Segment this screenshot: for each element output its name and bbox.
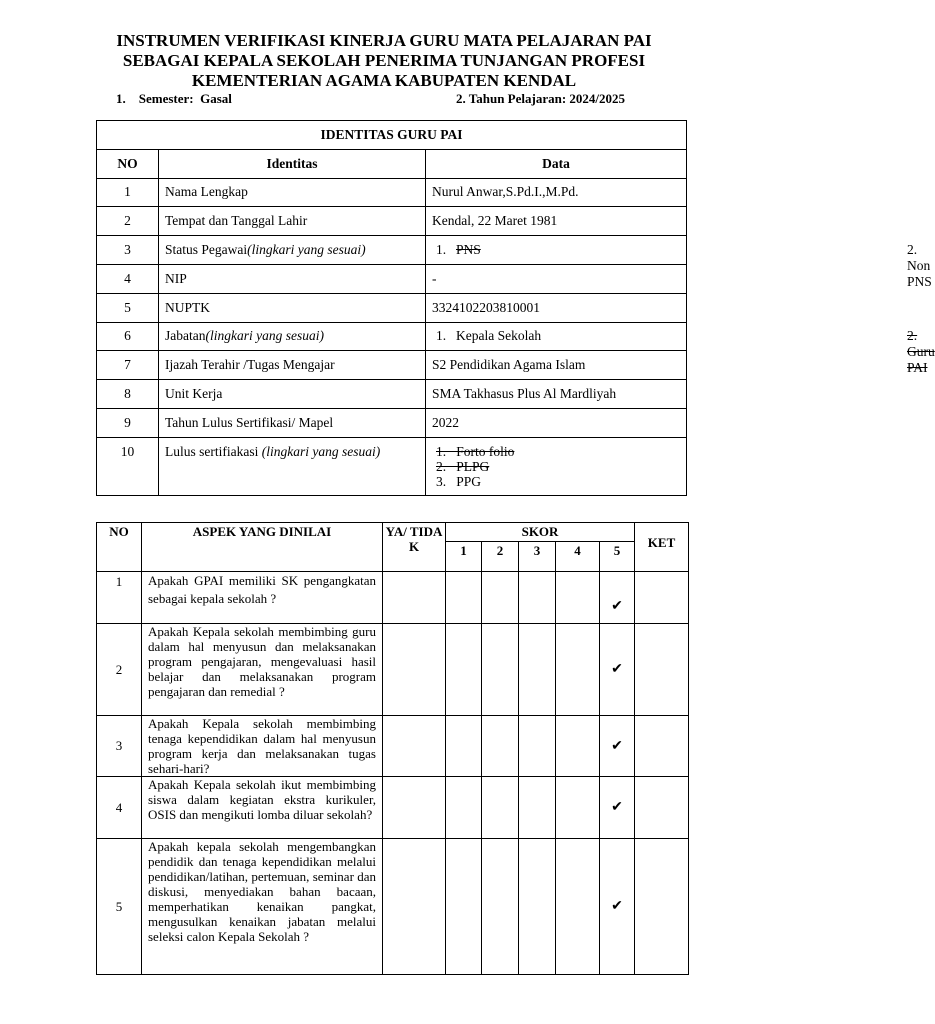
identitas-data-value: 3324102203810001 (432, 299, 540, 315)
identitas-row-no: 10 (97, 437, 159, 495)
aspek-question: Apakah Kepala sekolah membimbing guru dalam hal menyusun dan melaksanakan program pengajaran, mengevaluasi hasil belajar dan melaksanakan program pengajaran dan remedial ? (142, 624, 383, 716)
identitas-row-label (159, 351, 426, 380)
identitas-row (97, 178, 687, 207)
identitas-label-note: (lingkari yang sesuai) (205, 328, 324, 344)
identitas-row-data (426, 236, 932, 290)
check-mark-icon: ✔ (611, 599, 623, 614)
option-1-text: PNS (456, 242, 481, 258)
aspek-col-ya: YA/ TIDA K (383, 523, 446, 572)
skor-cell[interactable] (519, 839, 556, 975)
skor-col-header: 3 (519, 542, 556, 572)
aspek-row (97, 839, 689, 975)
ket-cell[interactable] (635, 572, 689, 624)
skor-cell[interactable] (519, 716, 556, 777)
identitas-label-text: Lulus sertifiakasi (165, 443, 262, 459)
skor-col-header: 5 (600, 542, 635, 572)
identitas-label-text: Status Pegawai (165, 242, 248, 258)
ya-tidak-cell[interactable] (383, 839, 446, 975)
skor-cell[interactable] (446, 777, 482, 839)
sertifikasi-option: 2. PLPG (436, 458, 490, 474)
skor-cell[interactable] (600, 716, 635, 777)
skor-cell[interactable] (446, 572, 482, 624)
skor-col-header: 1 (446, 542, 482, 572)
aspek-header-row-1 (97, 523, 689, 542)
aspek-row-no: 4 (97, 777, 142, 839)
option-2-text: 2. Non PNS (907, 242, 932, 290)
identitas-label-text: Nama Lengkap (165, 184, 248, 200)
check-mark-icon: ✔ (611, 899, 623, 914)
identitas-row-no: 9 (97, 408, 159, 437)
identitas-row-no: 3 (97, 236, 159, 265)
identitas-row-label (159, 207, 426, 236)
sertifikasi-option: 3. PPG (436, 473, 482, 489)
ya-tidak-cell[interactable] (383, 777, 446, 839)
identitas-data-value: - (432, 270, 437, 286)
skor-cell[interactable] (482, 624, 519, 716)
skor-col-header: 2 (482, 542, 519, 572)
skor-cell[interactable] (600, 624, 635, 716)
identitas-title-row (97, 121, 687, 150)
identitas-row (97, 380, 687, 409)
aspek-row (97, 572, 689, 624)
aspek-col-aspek: ASPEK YANG DINILAI (142, 523, 383, 572)
aspek-question: Apakah Kepala sekolah membimbing tenaga kependidikan dalam hal menyusun program kerja dan melaksanakan tugas sehari-hari? (142, 716, 383, 777)
ya-tidak-cell[interactable] (383, 716, 446, 777)
skor-cell[interactable] (482, 839, 519, 975)
identitas-row (97, 351, 687, 380)
identitas-row (97, 408, 687, 437)
skor-cell[interactable] (446, 716, 482, 777)
skor-cell[interactable] (482, 572, 519, 624)
identitas-row-data (426, 408, 687, 437)
identitas-row-label (159, 264, 426, 293)
doc-title-line-2: SEBAGAI KEPALA SEKOLAH PENERIMA TUNJANGAN PROFESI (122, 51, 646, 70)
ket-cell[interactable] (635, 839, 689, 975)
identitas-label-text: Tahun Lulus Sertifikasi/ Mapel (165, 414, 334, 430)
identitas-header-row (97, 149, 687, 178)
col-header-no: NO (97, 149, 159, 178)
identitas-row-no: 8 (97, 380, 159, 409)
aspek-row (97, 716, 689, 777)
identitas-label-note: (lingkari yang sesuai) (261, 443, 381, 459)
identitas-data-value: S2 Pendidikan Agama Islam (432, 357, 586, 373)
identitas-data-value: 2022 (432, 414, 459, 430)
skor-cell[interactable] (446, 624, 482, 716)
identitas-row-label (159, 178, 426, 207)
option-1-number: 1. (436, 328, 447, 344)
identitas-row-label (159, 236, 426, 265)
identitas-data-value: SMA Takhasus Plus Al Mardliyah (432, 386, 617, 402)
identitas-row-label (159, 322, 426, 351)
identitas-row-no: 6 (97, 322, 159, 351)
skor-cell[interactable] (556, 839, 600, 975)
skor-cell[interactable] (482, 777, 519, 839)
identitas-row-no: 7 (97, 351, 159, 380)
skor-cell[interactable] (600, 777, 635, 839)
identitas-data-value: Nurul Anwar,S.Pd.I.,M.Pd. (432, 184, 579, 200)
check-mark-icon: ✔ (611, 738, 623, 754)
identitas-data-value: Kendal, 22 Maret 1981 (432, 213, 558, 229)
identitas-label-text: NUPTK (165, 299, 211, 315)
identitas-label-text: Ijazah Terahir /Tugas Mengajar (165, 357, 335, 373)
skor-cell[interactable] (519, 572, 556, 624)
aspek-row-no: 3 (97, 716, 142, 777)
identitas-row-data (426, 264, 687, 293)
aspek-row-no: 2 (97, 624, 142, 716)
aspek-question: Apakah kepala sekolah mengembangkan pendidik dan tenaga kependidikan melalui pendidikan/latihan, pertemuan, seminar dan diskusi, menyediakan bahan bacaan, memperhatikan kenaikan pangkat, mengusulkan kenaikan jabatan melalui seleksi calon Kepala Sekolah ? (142, 839, 383, 975)
identitas-row-data (426, 178, 687, 207)
tahun-pelajaran-label: 2. Tahun Pelajaran: 2024/2025 (456, 91, 626, 106)
identitas-row-no: 4 (97, 264, 159, 293)
skor-cell[interactable] (556, 716, 600, 777)
ket-cell[interactable] (635, 777, 689, 839)
aspek-col-no: NO (97, 523, 142, 572)
semester-label: 1. Semester: Gasal (116, 91, 232, 106)
doc-title-line-1: INSTRUMEN VERIFIKASI KINERJA GURU MATA PELAJARAN PAI (116, 31, 652, 50)
skor-cell[interactable] (482, 716, 519, 777)
doc-title-line-3: KEMENTERIAN AGAMA KABUPATEN KENDAL (191, 71, 577, 90)
col-header-data: Data (426, 149, 687, 178)
identitas-label-text: Tempat dan Tanggal Lahir (165, 213, 308, 229)
skor-cell[interactable] (519, 777, 556, 839)
identitas-row-label (159, 380, 426, 409)
identitas-row-no: 1 (97, 178, 159, 207)
identitas-title: IDENTITAS GURU PAI (97, 121, 687, 150)
identitas-row-no: 5 (97, 293, 159, 322)
option-2-text: 2. Guru PAI (907, 328, 935, 376)
identitas-label-note: (lingkari yang sesuai) (247, 242, 366, 258)
aspek-question: Apakah GPAI memiliki SK pengangkatan sebagai kepala sekolah ? (142, 572, 383, 624)
option-1-text: Kepala Sekolah (456, 328, 542, 344)
identitas-row-data (426, 207, 687, 236)
sertifikasi-option: 1. Forto folio (436, 443, 515, 459)
aspek-row-no: 1 (97, 572, 142, 624)
identitas-row (97, 322, 687, 351)
identitas-row-label (159, 293, 426, 322)
check-mark-icon: ✔ (611, 800, 623, 815)
identitas-row (97, 293, 687, 322)
skor-cell[interactable] (600, 839, 635, 975)
col-header-identitas: Identitas (159, 149, 426, 178)
identitas-row-label (159, 408, 426, 437)
aspek-question: Apakah Kepala sekolah ikut membimbing siswa dalam kegiatan ekstra kurikuler, OSIS dan mengikuti lomba diluar sekolah? (142, 777, 383, 839)
skor-cell[interactable] (519, 624, 556, 716)
ya-tidak-cell[interactable] (383, 624, 446, 716)
aspek-row (97, 777, 689, 839)
skor-cell[interactable] (556, 572, 600, 624)
aspek-row (97, 624, 689, 716)
identitas-row-no: 2 (97, 207, 159, 236)
skor-cell[interactable] (556, 624, 600, 716)
identitas-row-data (426, 351, 687, 380)
identitas-row (97, 236, 687, 265)
identitas-row (97, 264, 687, 293)
skor-cell[interactable] (446, 839, 482, 975)
aspek-col-ket: KET (635, 523, 689, 572)
aspek-col-skor: SKOR (446, 523, 635, 542)
option-1-number: 1. (436, 242, 447, 258)
aspek-row-no: 5 (97, 839, 142, 975)
identitas-row-data (426, 293, 687, 322)
identitas-row-label (159, 437, 426, 495)
skor-col-header: 4 (556, 542, 600, 572)
identitas-label-text: Jabatan (165, 328, 206, 344)
ket-cell[interactable] (635, 624, 689, 716)
ket-cell[interactable] (635, 716, 689, 777)
identitas-table (96, 120, 935, 496)
check-mark-icon: ✔ (611, 662, 623, 677)
identitas-label-text: Unit Kerja (165, 386, 223, 402)
skor-cell[interactable] (556, 777, 600, 839)
skor-cell[interactable] (600, 572, 635, 624)
identitas-row-data (426, 380, 687, 409)
identitas-label-text: NIP (165, 270, 187, 286)
aspek-table (96, 522, 689, 975)
identitas-row-data (426, 437, 687, 495)
identitas-row (97, 207, 687, 236)
ya-tidak-cell[interactable] (383, 572, 446, 624)
identitas-row (97, 437, 687, 495)
